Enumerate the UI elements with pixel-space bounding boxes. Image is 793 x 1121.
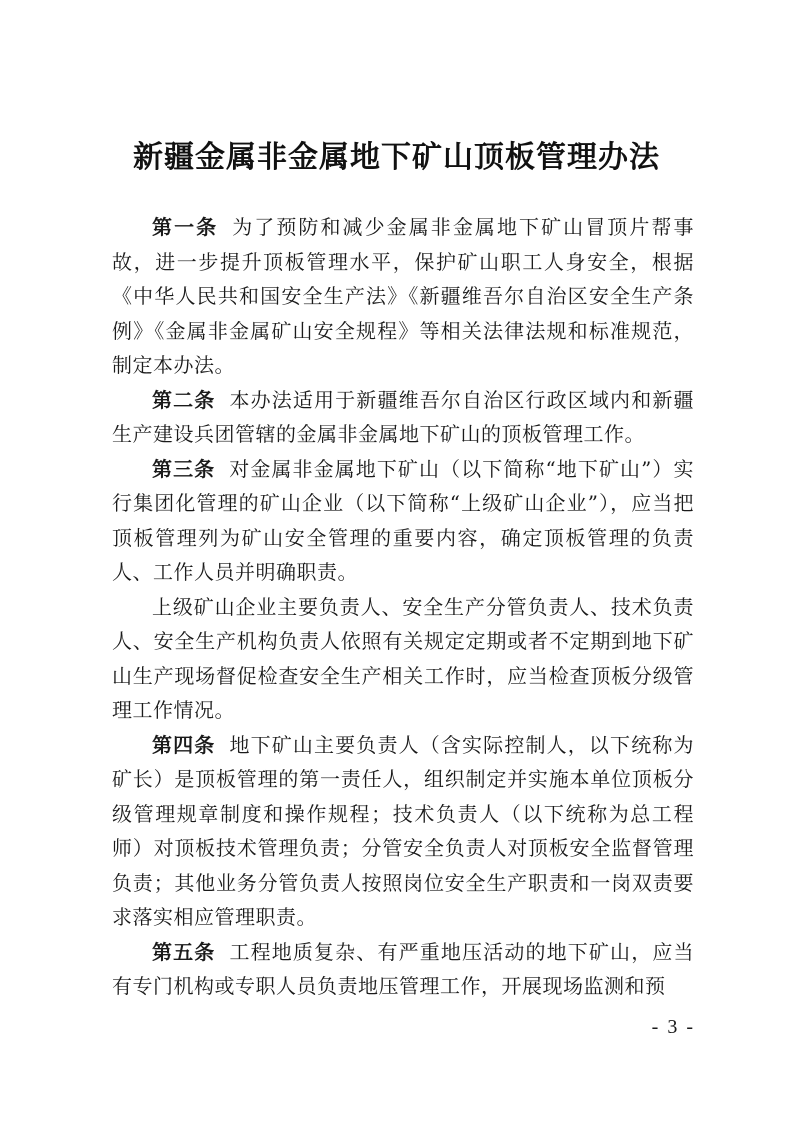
article-1 — [112, 210, 694, 383]
article-3-continued — [112, 590, 694, 728]
article-label: 第五条 — [152, 939, 216, 964]
article-text: 本办法适用于新疆维吾尔自治区行政区域内和新疆生产建设兵团管辖的金属非金属地下矿山的顶板管理工作。 — [112, 387, 694, 446]
page-number: - 3 - — [651, 1016, 695, 1038]
article-label: 第一条 — [152, 215, 219, 239]
article-label: 第三条 — [152, 456, 216, 481]
article-3 — [112, 452, 694, 590]
article-2 — [112, 383, 694, 452]
article-label: 第二条 — [152, 387, 216, 412]
article-text: 工程地质复杂、有严重地压活动的地下矿山，应当有专门机构或专职人员负责地压管理工作，开展现场监测和预 — [112, 939, 694, 998]
article-label: 第四条 — [152, 732, 216, 757]
document-body — [112, 210, 694, 1004]
article-text: 为了预防和减少金属非金属地下矿山冒顶片帮事故，进一步提升顶板管理水平，保护矿山职工人身安全，根据《中华人民共和国安全生产法》《新疆维吾尔自治区安全生产条例》《金属非金属矿山安全规程》等相关法律法规和标准规范，制定本办法。 — [112, 215, 695, 377]
article-text: 地下矿山主要负责人（含实际控制人，以下统称为矿长）是顶板管理的第一责任人，组织制定并实施本单位顶板分级管理规章制度和操作规程；技术负责人（以下统称为总工程师）对顶板技术管理负责；分管安全负责人对顶板安全监督管理负责；其他业务分管负责人按照岗位安全生产职责和一岗双责要求落实相应管理职责。 — [112, 732, 694, 929]
article-text: 上级矿山企业主要负责人、安全生产分管负责人、技术负责人、安全生产机构负责人依照有关规定定期或者不定期到地下矿山生产现场督促检查安全生产相关工作时，应当检查顶板分级管理工作情况。 — [112, 594, 694, 722]
article-5 — [112, 935, 694, 1004]
article-4 — [112, 728, 694, 935]
document-title: 新疆金属非金属地下矿山顶板管理办法 — [133, 140, 660, 175]
article-text: 对金属非金属地下矿山（以下简称“地下矿山”）实行集团化管理的矿山企业（以下简称“上级矿山企业”），应当把顶板管理列为矿山安全管理的重要内容，确定顶板管理的负责人、工作人员并明确职责。 — [112, 456, 695, 584]
